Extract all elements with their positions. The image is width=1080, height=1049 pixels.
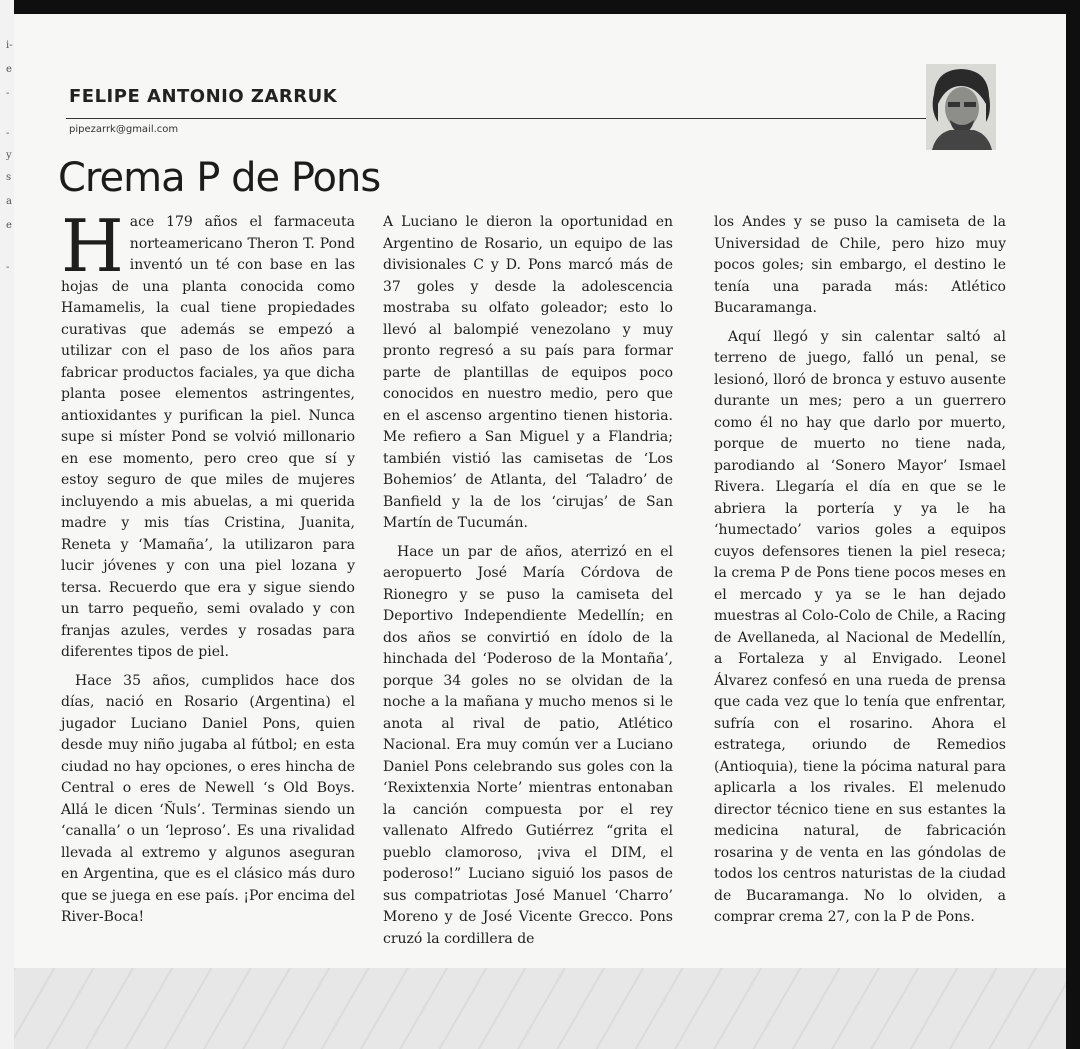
left-page-edge: i- e - - y s a e - [0,0,14,1049]
article-paragraph: los Andes y se puso la camiseta de la Universidad de Chile, pero hizo muy pocos goles; sin embargo, el destino le tenía una parada más: Atlético Bucaramanga. [714,214,1006,316]
article-paragraph: Hace 35 años, cumplidos hace dos días, nació en Rosario (Argentina) el jugador Luciano Daniel Pons, quien desde muy niño jugaba al fútbol; en esta ciudad no hay opciones, o eres hincha de Central o eres de Newell ‘s Old Boys. Allá le dicen ‘Ñuls’. Terminas siendo un ‘canalla’ o un ‘leproso’. Es una rivalidad llevada al extremo y algunos aseguran en Argentina, que es el clásico más duro que se juega en ese país. ¡Por encima del River-Boca! [61,672,355,925]
bottom-background [14,968,1066,1049]
newspaper-page [14,14,1066,968]
author-photo-icon [926,64,996,150]
article-column-3 [714,212,1006,936]
author-name: FELIPE ANTONIO ZARRUK [69,86,338,107]
drop-cap: H [61,204,124,288]
article-headline: Crema P de Pons [58,155,381,201]
header-rule [66,118,931,119]
article-paragraph: Aquí llegó y sin calentar saltó al terreno de juego, falló un penal, se lesionó, lloró de bronca y estuvo ausente durante un mes; pero a un guerrero como él no hay que darlo por muerto, porque de muerto no tiene nada, parodiando al ‘Sonero Mayor’ Ismael Rivera. Llegaría el día en que se le abriera la portería y ya le ha ‘humectado’ varios goles a equipos cuyos defensores tienen la piel reseca; la crema P de Pons tiene pocos meses en el mercado y ya se le han dejado muestras al Colo-Colo de Chile, a Racing de Avellaneda, al Nacional de Medellín, a Fortaleza y al Envigado. Leonel Álvarez confesó en una rueda de prensa que cada vez que lo tenía que enfrentar, sufría con el rosarino. Ahora el estratega, oriundo de Remedios (Antioquia), tiene la pócima natural para aplicarla a los rivales. El melenudo director técnico tiene en sus estantes la medicina natural, de fabricación rosarina y de venta en las góndolas de todos los centros naturistas de la ciudad de Bucaramanga. No lo olviden, a comprar crema 27, con la P de Pons. [714,328,1006,925]
article-paragraph: Hace 179 años el farmaceuta norteamericano Theron T. Pond inventó un té con base en las hojas de una planta conocida como Hamamelis, la cual tiene propiedades curativas que además se empezó a utilizar con el paso de los años para fabricar productos faciales, ya que dicha planta posee elementos astringentes, antioxidantes y purifican la piel. Nunca supe si míster Pond se volvió millonario en ese momento, pero creo que sí y estoy seguro de que miles de mujeres incluyendo a mis abuelas, a mi querida madre y mis tías Cristina, Juanita, Reneta y ‘Mamaña’, la utilizaron para lucir jóvenes y con una piel lozana y tersa. Recuerdo que era y sigue siendo un tarro pequeño, semi ovalado y con franjas azules, verdes y rosadas para diferentes tipos de piel. [61,204,355,660]
article-paragraph: A Luciano le dieron la oportunidad en Argentino de Rosario, un equipo de las divisionales C y D. Pons marcó más de 37 goles y desde la adolescencia mostraba su olfato goleador; esto lo llevó al balompié venezolano y muy pronto regresó a su país para formar parte de plantillas de equipos poco conocidos en nuestro medio, pero que en el ascenso argentino tienen historia. Me refiero a San Miguel y a Flandria; también vistió las camisetas de ‘Los Bohemios’ de Atlanta, del ‘Taladro’ de Banfield y la de los ‘cirujas’ de San Martín de Tucumán. [383,214,673,531]
article-column-2 [383,212,673,957]
article-paragraph: Hace un par de años, aterrizó en el aeropuerto José María Córdova de Rionegro y se puso la camiseta del Deportivo Independiente Medellín; en dos años se convirtió en ídolo de la hinchada del ‘Poderoso de la Montaña’, porque 34 goles no se olvidan de la noche a la mañana y mucho menos si le anota al rival de patio, Atlético Nacional. Era muy común ver a Luciano Daniel Pons celebrando sus goles con la ‘Rexixtenxia Norte’ mientras entonaban la canción compuesta por el rey vallenato Alfredo Gutiérrez “grita el pueblo clamoroso, ¡viva el DIM, el poderoso!” Luciano siguió los pasos de sus compatriotas José Manuel ‘Charro’ Moreno y de José Vicente Grecco. Pons cruzó la cordillera de [383,543,673,947]
article-column-1 [61,204,355,936]
author-email: pipezarrk@gmail.com [69,124,179,135]
